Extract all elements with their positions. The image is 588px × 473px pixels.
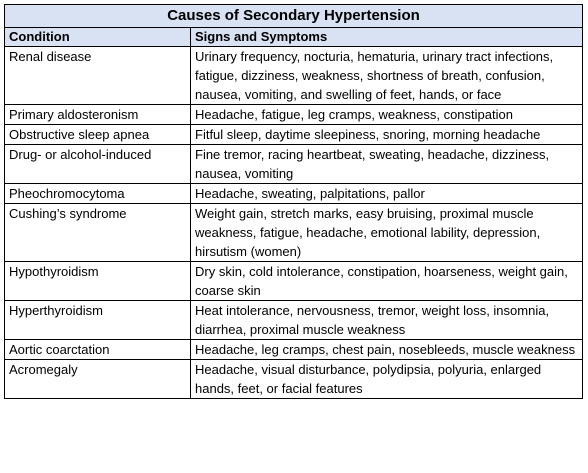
symptoms-cell: Weight gain, stretch marks, easy bruising, proximal muscle weakness, fatigue, headache, emotional lability, depression, hirsutism (women) [191, 204, 583, 262]
symptoms-cell: Heat intolerance, nervousness, tremor, weight loss, insomnia, diarrhea, proximal muscle weakness [191, 301, 583, 340]
symptoms-cell: Fine tremor, racing heartbeat, sweating, headache, dizziness, nausea, vomiting [191, 145, 583, 184]
table-title-row [5, 5, 583, 28]
condition-cell: Cushing’s syndrome [5, 204, 191, 262]
table-row [5, 340, 583, 360]
symptoms-cell: Headache, visual disturbance, polydipsia, polyuria, enlarged hands, feet, or facial features [191, 360, 583, 399]
table-row [5, 204, 583, 262]
condition-cell: Drug- or alcohol-induced [5, 145, 191, 184]
column-header-condition: Condition [5, 28, 191, 47]
table-row [5, 105, 583, 125]
table-title: Causes of Secondary Hypertension [5, 5, 583, 28]
secondary-hypertension-table-container [4, 4, 582, 399]
table-row [5, 145, 583, 184]
table-row [5, 262, 583, 301]
condition-cell: Obstructive sleep apnea [5, 125, 191, 145]
symptoms-cell: Headache, fatigue, leg cramps, weakness, constipation [191, 105, 583, 125]
condition-cell: Hyperthyroidism [5, 301, 191, 340]
table-row [5, 125, 583, 145]
symptoms-cell: Urinary frequency, nocturia, hematuria, urinary tract infections, fatigue, dizziness, weakness, shortness of breath, confusion, nausea, vomiting, and swelling of feet, hands, or face [191, 47, 583, 105]
condition-cell: Primary aldosteronism [5, 105, 191, 125]
condition-cell: Hypothyroidism [5, 262, 191, 301]
table-row [5, 360, 583, 399]
symptoms-cell: Headache, leg cramps, chest pain, nosebleeds, muscle weakness [191, 340, 583, 360]
condition-cell: Aortic coarctation [5, 340, 191, 360]
condition-cell: Acromegaly [5, 360, 191, 399]
secondary-hypertension-table [4, 4, 583, 399]
condition-cell: Pheochromocytoma [5, 184, 191, 204]
symptoms-cell: Fitful sleep, daytime sleepiness, snoring, morning headache [191, 125, 583, 145]
table-row [5, 47, 583, 105]
table-row [5, 184, 583, 204]
table-header-row [5, 28, 583, 47]
symptoms-cell: Headache, sweating, palpitations, pallor [191, 184, 583, 204]
condition-cell: Renal disease [5, 47, 191, 105]
column-header-symptoms: Signs and Symptoms [191, 28, 583, 47]
table-row [5, 301, 583, 340]
symptoms-cell: Dry skin, cold intolerance, constipation, hoarseness, weight gain, coarse skin [191, 262, 583, 301]
